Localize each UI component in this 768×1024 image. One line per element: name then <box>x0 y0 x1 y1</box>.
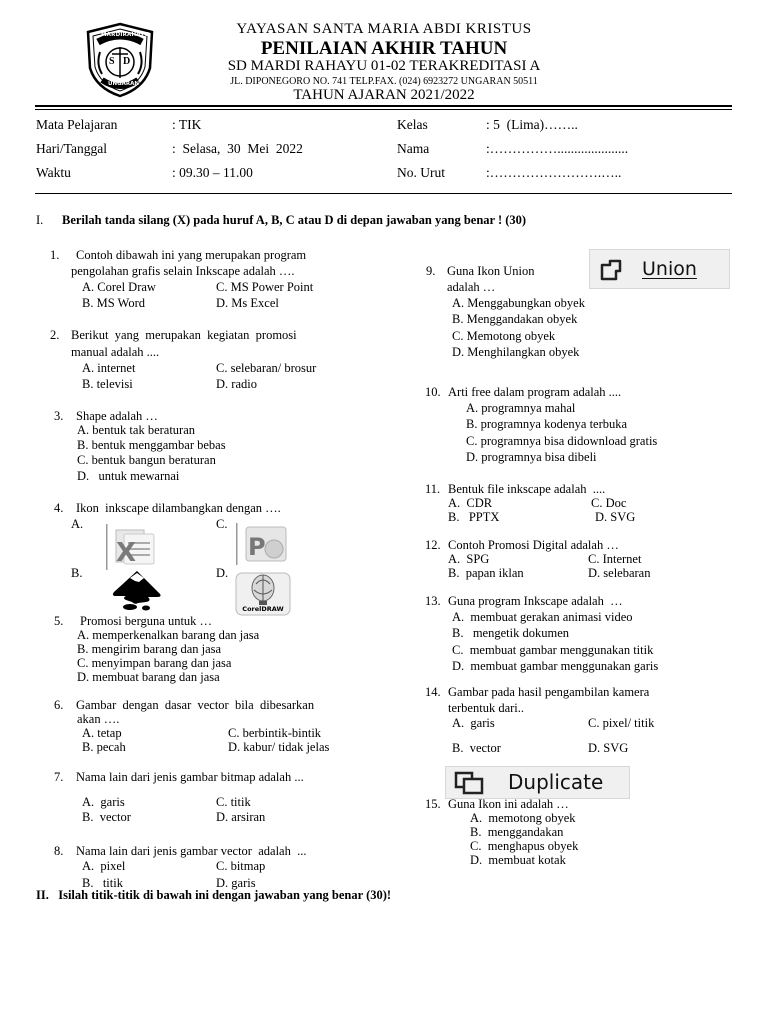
q13-number: 13. <box>425 594 441 608</box>
section-1-instruction: Berilah tanda silang (X) pada huruf A, B, C atau D di depan jawaban yang benar ! (30) <box>62 213 527 227</box>
duplicate-button-image <box>445 766 630 799</box>
date-value: : Selasa, 30 Mei 2022 <box>172 141 303 156</box>
q10-number: 10. <box>425 385 441 399</box>
q1-question: Contoh dibawah ini yang merupakan program <box>76 248 307 262</box>
q15-option-c[interactable]: C. menghapus obyek <box>470 839 579 853</box>
number-label: No. Urut <box>397 165 445 180</box>
q7-question: Nama lain dari jenis gambar bitmap adalah ... <box>76 770 304 784</box>
q15-option-b[interactable]: B. menggandakan <box>470 825 564 839</box>
school-address: JL. DIPONEGORO NO. 741 TELP.FAX. (024) 6923272 UNGARAN 50511 <box>230 76 538 87</box>
q7-option-b[interactable]: B. vector <box>82 810 131 824</box>
q3-option-a[interactable]: A. bentuk tak beraturan <box>77 423 196 437</box>
time-value: : 09.30 – 11.00 <box>172 165 253 180</box>
q5-option-b[interactable]: B. mengirim barang dan jasa <box>77 642 222 656</box>
q1-question-cont: pengolahan grafis selain Inkscape adalah …. <box>71 264 295 278</box>
q13-option-c[interactable]: C. membuat gambar menggunakan titik <box>452 643 654 657</box>
union-button-label: Union <box>642 258 697 280</box>
section-1-number: I. <box>36 213 44 227</box>
q13-option-a[interactable]: A. membuat gerakan animasi video <box>452 610 633 624</box>
q1-option-a[interactable]: A. Corel Draw <box>82 280 156 294</box>
q4-option-a[interactable]: A. <box>71 517 84 531</box>
q12-option-c[interactable]: C. Internet <box>588 552 642 566</box>
q5-option-a[interactable]: A. memperkenalkan barang dan jasa <box>77 628 260 642</box>
name-label: Nama <box>397 141 430 156</box>
coreldraw-label: CorelDRAW <box>242 605 284 613</box>
q10-option-b[interactable]: B. programnya kodenya terbuka <box>466 417 628 431</box>
duplicate-button-label: Duplicate <box>508 770 604 794</box>
q9-option-d[interactable]: D. Menghilangkan obyek <box>452 345 580 359</box>
q6-number: 6. <box>54 698 64 712</box>
foundation-name: YAYASAN SANTA MARIA ABDI KRISTUS <box>236 21 532 37</box>
q11-question: Bentuk file inkscape adalah .... <box>448 482 606 496</box>
q4-question: Ikon inkscape dilambangkan dengan …. <box>76 501 281 515</box>
q2-option-d[interactable]: D. radio <box>216 377 257 391</box>
q12-option-d[interactable]: D. selebaran <box>588 566 651 580</box>
q14-question: Gambar pada hasil pengambilan kamera <box>448 685 650 699</box>
q5-number: 5. <box>54 614 64 628</box>
q14-option-d[interactable]: D. SVG <box>588 741 629 755</box>
q3-question: Shape adalah … <box>76 409 158 423</box>
q14-option-b[interactable]: B. vector <box>452 741 501 755</box>
q1-number: 1. <box>50 248 60 262</box>
inkscape-icon <box>108 570 166 612</box>
q1-option-c[interactable]: C. MS Power Point <box>216 280 314 294</box>
name-field[interactable]: :……………..................... <box>486 141 629 156</box>
class-value: : 5 (Lima)…….. <box>486 117 578 132</box>
q10-option-c[interactable]: C. programnya bisa didownload gratis <box>466 434 658 448</box>
q4-option-c[interactable]: C. <box>216 517 228 531</box>
q2-number: 2. <box>50 328 60 342</box>
q12-option-a[interactable]: A. SPG <box>448 552 490 566</box>
q11-option-a[interactable]: A. CDR <box>448 496 493 510</box>
q10-question: Arti free dalam program adalah .... <box>448 385 622 399</box>
union-icon <box>598 259 624 281</box>
q3-number: 3. <box>54 409 64 423</box>
header-rule-thick <box>35 105 732 107</box>
q11-option-b[interactable]: B. PPTX <box>448 510 500 524</box>
academic-year: TAHUN AJARAN 2021/2022 <box>293 87 475 103</box>
q9-number: 9. <box>426 264 436 278</box>
q2-question-cont: manual adalah .... <box>71 345 160 359</box>
q4-number: 4. <box>54 501 64 515</box>
q12-number: 12. <box>425 538 441 552</box>
excel-icon <box>106 524 162 570</box>
logo-text-top: MARDIRAHAYU <box>101 32 150 38</box>
date-label: Hari/Tanggal <box>36 141 108 156</box>
q11-option-d[interactable]: D. SVG <box>595 510 636 524</box>
q8-number: 8. <box>54 844 64 858</box>
q5-option-d[interactable]: D. membuat barang dan jasa <box>77 670 220 684</box>
q6-option-b[interactable]: B. pecah <box>82 740 126 754</box>
svg-text:X: X <box>116 538 137 568</box>
duplicate-icon <box>454 771 486 795</box>
class-label: Kelas <box>397 117 428 132</box>
q2-option-c[interactable]: C. selebaran/ brosur <box>216 361 317 375</box>
union-button-image <box>589 249 730 289</box>
q11-number: 11. <box>425 482 441 496</box>
q7-option-d[interactable]: D. arsiran <box>216 810 266 824</box>
q12-option-b[interactable]: B. papan iklan <box>448 566 524 580</box>
q7-option-a[interactable]: A. garis <box>82 795 125 809</box>
q15-question: Guna Ikon ini adalah … <box>448 797 569 811</box>
subject-label: Mata Pelajaran <box>36 117 118 132</box>
q3-option-b[interactable]: B. bentuk menggambar bebas <box>77 438 226 452</box>
logo-text-bottom: UNGARAN <box>108 81 139 87</box>
time-label: Waktu <box>36 165 71 180</box>
subject-value: : TIK <box>172 117 202 132</box>
q14-number: 14. <box>425 685 441 699</box>
q5-question: Promosi berguna untuk … <box>80 614 213 628</box>
q14-option-c[interactable]: C. pixel/ titik <box>588 716 655 730</box>
q7-number: 7. <box>54 770 64 784</box>
exam-title: PENILAIAN AKHIR TAHUN <box>260 38 508 59</box>
q9-question: Guna Ikon Union <box>447 264 535 278</box>
q6-option-a[interactable]: A. tetap <box>82 726 122 740</box>
svg-text:P: P <box>248 533 266 561</box>
q8-option-a[interactable]: A. pixel <box>82 859 126 873</box>
q12-question: Contoh Promosi Digital adalah … <box>448 538 619 552</box>
q9-option-b[interactable]: B. Menggandakan obyek <box>452 312 578 326</box>
q9-question-cont: adalah … <box>447 280 496 294</box>
logo-letters: S D <box>109 56 131 67</box>
q7-option-c[interactable]: C. titik <box>216 795 251 809</box>
q4-option-d[interactable]: D. <box>216 566 229 580</box>
q13-option-d[interactable]: D. membuat gambar menggunakan garis <box>452 659 659 673</box>
q6-option-c[interactable]: C. berbintik-bintik <box>228 726 322 740</box>
q13-question: Guna program Inkscape adalah … <box>448 594 623 608</box>
info-rule <box>35 193 732 194</box>
q6-option-d[interactable]: D. kabur/ tidak jelas <box>228 740 330 754</box>
q1-option-b[interactable]: B. MS Word <box>82 296 146 310</box>
q13-option-b[interactable]: B. mengetik dokumen <box>452 626 569 640</box>
q8-option-d[interactable]: D. garis <box>216 876 256 890</box>
school-name: SD MARDI RAHAYU 01-02 TERAKREDITASI A <box>227 58 541 74</box>
q5-option-c[interactable]: C. menyimpan barang dan jasa <box>77 656 232 670</box>
q3-option-d[interactable]: D. untuk mewarnai <box>77 469 180 483</box>
section-2-instruction: II. Isilah titik-titik di bawah ini dengan jawaban yang benar (30)! <box>36 888 392 902</box>
q10-option-a[interactable]: A. programnya mahal <box>466 401 576 415</box>
coreldraw-icon <box>235 572 291 616</box>
q11-option-c[interactable]: C. Doc <box>591 496 627 510</box>
q2-option-a[interactable]: A. internet <box>82 361 136 375</box>
q3-option-c[interactable]: C. bentuk bangun beraturan <box>77 453 216 467</box>
q15-option-a[interactable]: A. memotong obyek <box>470 811 576 825</box>
q2-question: Berikut yang merupakan kegiatan promosi <box>71 328 297 342</box>
q8-option-b[interactable]: B. titik <box>82 876 123 890</box>
q14-option-a[interactable]: A. garis <box>452 716 495 730</box>
powerpoint-icon <box>236 523 290 565</box>
q8-question: Nama lain dari jenis gambar vector adalah ... <box>76 844 307 858</box>
q1-option-d[interactable]: D. Ms Excel <box>216 296 279 310</box>
number-field[interactable]: :…………………….….. <box>486 165 622 180</box>
header-rule-thin <box>35 109 732 110</box>
q6-question: Gambar dengan dasar vector bila dibesarkan <box>76 698 315 712</box>
q15-number: 15. <box>425 797 441 811</box>
q14-question-cont: terbentuk dari.. <box>448 701 525 715</box>
q10-option-d[interactable]: D. programnya bisa dibeli <box>466 450 597 464</box>
q9-option-c[interactable]: C. Memotong obyek <box>452 329 556 343</box>
q4-option-b[interactable]: B. <box>71 566 83 580</box>
q8-option-c[interactable]: C. bitmap <box>216 859 266 873</box>
q6-question-cont: akan …. <box>77 712 120 726</box>
q2-option-b[interactable]: B. televisi <box>82 377 133 391</box>
q15-option-d[interactable]: D. membuat kotak <box>470 853 566 867</box>
q9-option-a[interactable]: A. Menggabungkan obyek <box>452 296 585 310</box>
